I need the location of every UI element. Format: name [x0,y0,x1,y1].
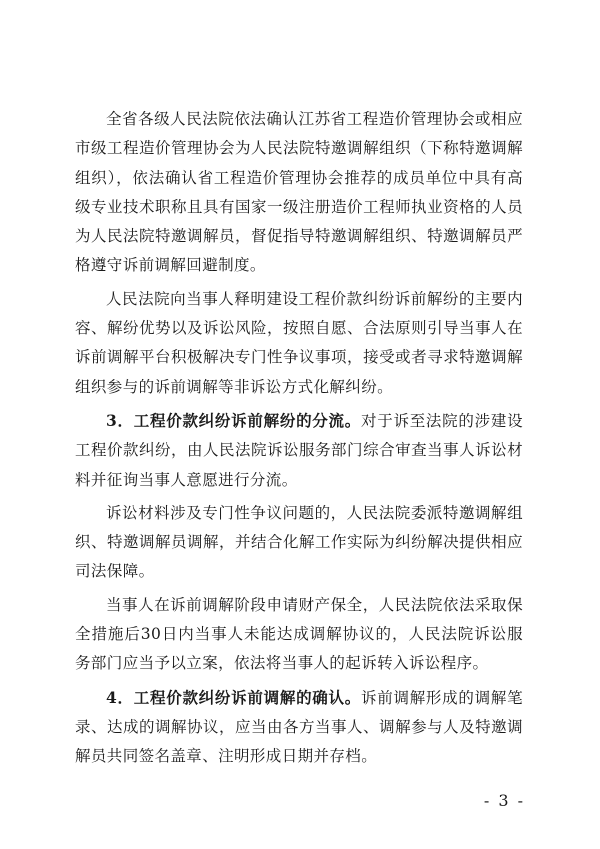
paragraph-text: 全省各级人民法院依法确认江苏省工程造价管理协会或相应市级工程造价管理协会为人民法院特邀调解组织（下称特邀调解组织），依法确认省工程造价管理协会推荐的成员单位中具有高级专业技术职称且具有国家一级注册造价工程师执业资格的人员为人民法院特邀调解员，督促指导特邀调解组织、特邀调解员严格遵守诉前调解回避制度。 [75,110,523,275]
paragraph-text: 当事人在诉前调解阶段申请财产保全，人民法院依法采取保全措施后30日内当事人未能达成调解协议的，人民法院诉讼服务部门应当予以立案，依法将当事人的起诉转入诉讼程序。 [75,595,523,673]
document-body [75,105,523,776]
paragraph-section-4 [75,683,523,772]
paragraph-property-preservation [75,591,523,679]
paragraph-court-explanation [75,285,523,402]
paragraph-text: 诉前调解形成的调解笔录、达成的调解协议，应当由各方当事人、调解参与人及特邀调解员共同签名盖章、注明形成日期并存档。 [75,688,523,766]
page-number: - 3 - [483,791,525,810]
paragraph-mediation-organizations [75,105,523,281]
section-heading: 4．工程价款纠纷诉前调解的确认。 [106,687,361,707]
paragraph-text: 人民法院向当事人释明建设工程价款纠纷诉前解纷的主要内容、解纷优势以及诉讼风险，按照自愿、合法原则引导当事人在诉前调解平台积极解决专门性争议事项，接受或者寻求特邀调解组织参与的诉前调解等非诉讼方式化解纠纷。 [75,289,523,396]
paragraph-text: 对于诉至法院的涉建设工程价款纠纷，由人民法院诉讼服务部门综合审查当事人诉讼材料并征询当事人意愿进行分流。 [75,411,523,489]
paragraph-litigation-materials [75,499,523,587]
paragraph-section-3 [75,406,523,495]
paragraph-text: 诉讼材料涉及专门性争议问题的，人民法院委派特邀调解组织、特邀调解员调解，并结合化解工作实际为纠纷解决提供相应司法保障。 [75,503,523,581]
section-heading: 3．工程价款纠纷诉前解纷的分流。 [106,410,361,430]
